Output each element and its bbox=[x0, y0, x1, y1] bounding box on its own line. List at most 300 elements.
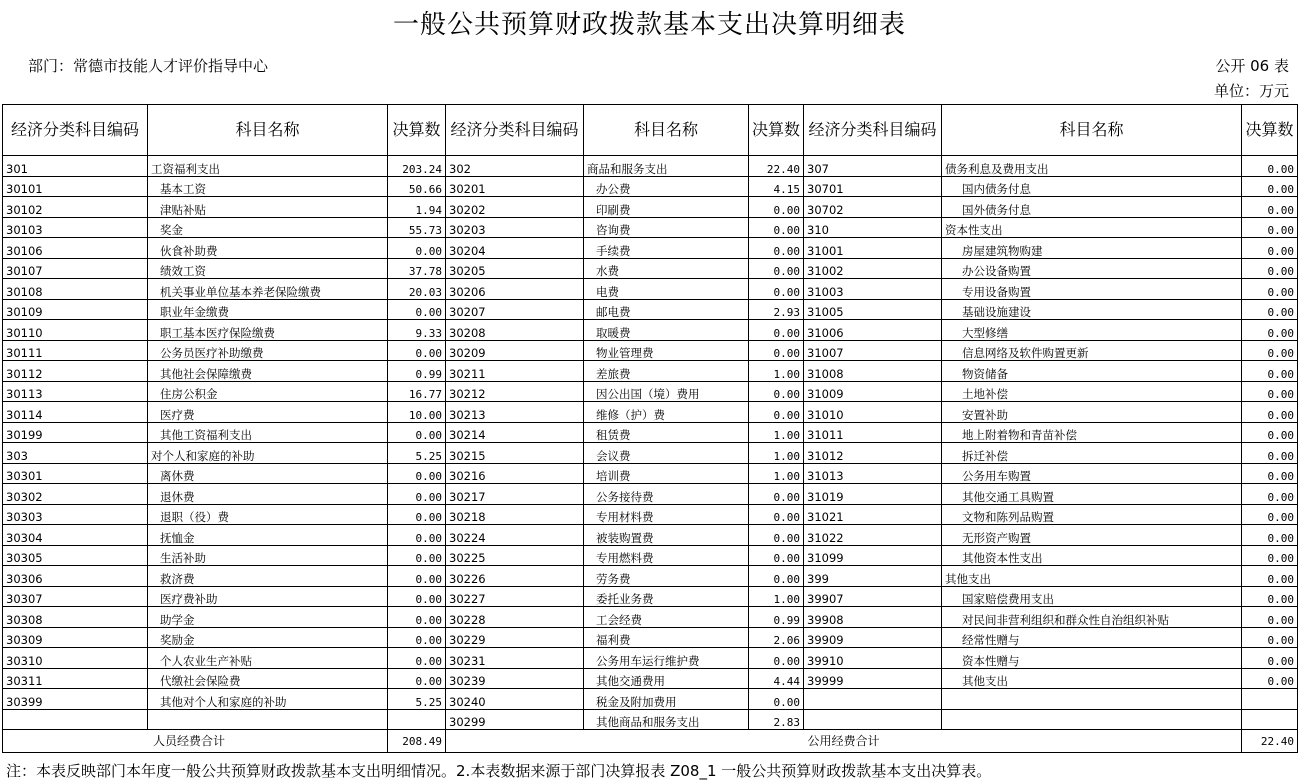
code-cell-1: 303 bbox=[3, 443, 148, 464]
name-cell-2: 印刷费 bbox=[584, 197, 749, 218]
amount-cell-3: 0.00 bbox=[1242, 299, 1298, 320]
amount-cell-1: 0.00 bbox=[388, 668, 446, 689]
amount-cell-2: 0.00 bbox=[749, 648, 804, 669]
amount-cell-1: 0.00 bbox=[388, 648, 446, 669]
name-cell-2: 税金及附加费用 bbox=[584, 689, 749, 710]
header-code-2: 经济分类科目编码 bbox=[446, 105, 584, 156]
code-cell-2: 30201 bbox=[446, 176, 584, 197]
code-cell-1: 30109 bbox=[3, 299, 148, 320]
code-cell-2: 30212 bbox=[446, 381, 584, 402]
amount-cell-2: 0.00 bbox=[749, 484, 804, 505]
code-cell-1: 30113 bbox=[3, 381, 148, 402]
name-cell-1: 公务员医疗补助缴费 bbox=[148, 340, 388, 361]
code-cell-3: 31099 bbox=[804, 545, 942, 566]
name-cell-1: 个人农业生产补贴 bbox=[148, 648, 388, 669]
name-cell-2: 福利费 bbox=[584, 627, 749, 648]
amount-cell-2: 1.00 bbox=[749, 422, 804, 443]
name-cell-3: 安置补助 bbox=[942, 402, 1242, 423]
code-cell-3: 39999 bbox=[804, 668, 942, 689]
code-cell-1: 30111 bbox=[3, 340, 148, 361]
header-amount-2: 决算数 bbox=[749, 105, 804, 156]
unit-label: 单位：万元 bbox=[1213, 82, 1289, 100]
amount-cell-3: 0.00 bbox=[1242, 217, 1298, 238]
name-cell-2: 公务用车运行维护费 bbox=[584, 648, 749, 669]
table-row bbox=[3, 299, 1298, 320]
name-cell-2: 会议费 bbox=[584, 443, 749, 464]
amount-cell-1: 37.78 bbox=[388, 258, 446, 279]
name-cell-1: 医疗费 bbox=[148, 402, 388, 423]
code-cell-1: 30102 bbox=[3, 197, 148, 218]
amount-cell-3: 0.00 bbox=[1242, 566, 1298, 587]
name-cell-3: 地上附着物和青苗补偿 bbox=[942, 422, 1242, 443]
name-cell-1: 其他社会保障缴费 bbox=[148, 361, 388, 382]
code-cell-1: 30304 bbox=[3, 525, 148, 546]
table-row bbox=[3, 402, 1298, 423]
code-cell-2: 30299 bbox=[446, 709, 584, 730]
amount-cell-1: 0.00 bbox=[388, 545, 446, 566]
amount-cell-2: 0.00 bbox=[749, 566, 804, 587]
table-row bbox=[3, 566, 1298, 587]
amount-cell-3: 0.00 bbox=[1242, 381, 1298, 402]
name-cell-3: 无形资产购置 bbox=[942, 525, 1242, 546]
code-cell-1: 30199 bbox=[3, 422, 148, 443]
code-cell-1: 30303 bbox=[3, 504, 148, 525]
amount-cell-1: 0.00 bbox=[388, 463, 446, 484]
code-cell-1: 30106 bbox=[3, 238, 148, 259]
table-row bbox=[3, 668, 1298, 689]
code-cell-1: 30305 bbox=[3, 545, 148, 566]
amount-cell-2: 2.93 bbox=[749, 299, 804, 320]
code-cell-2: 30214 bbox=[446, 422, 584, 443]
name-cell-2: 其他交通费用 bbox=[584, 668, 749, 689]
name-cell-1: 离休费 bbox=[148, 463, 388, 484]
code-cell-3: 31001 bbox=[804, 238, 942, 259]
amount-cell-3: 0.00 bbox=[1242, 627, 1298, 648]
table-row bbox=[3, 648, 1298, 669]
code-cell-3: 31003 bbox=[804, 279, 942, 300]
code-cell-1: 30306 bbox=[3, 566, 148, 587]
table-row bbox=[3, 484, 1298, 505]
table-header-row bbox=[3, 105, 1298, 156]
code-cell-2: 30239 bbox=[446, 668, 584, 689]
amount-cell-3: 0.00 bbox=[1242, 402, 1298, 423]
code-cell-3: 31007 bbox=[804, 340, 942, 361]
code-cell-2: 30213 bbox=[446, 402, 584, 423]
code-cell-1: 30308 bbox=[3, 607, 148, 628]
table-row bbox=[3, 176, 1298, 197]
amount-cell-3: 0.00 bbox=[1242, 422, 1298, 443]
name-cell-2: 委托业务费 bbox=[584, 586, 749, 607]
code-cell-1: 30309 bbox=[3, 627, 148, 648]
code-cell-1: 30399 bbox=[3, 689, 148, 710]
name-cell-3: 房屋建筑物购建 bbox=[942, 238, 1242, 259]
code-cell-2: 30218 bbox=[446, 504, 584, 525]
name-cell-1: 医疗费补助 bbox=[148, 586, 388, 607]
amount-cell-3: 0.00 bbox=[1242, 504, 1298, 525]
code-cell-2: 30202 bbox=[446, 197, 584, 218]
amount-cell-2: 1.00 bbox=[749, 443, 804, 464]
amount-cell-3: 0.00 bbox=[1242, 668, 1298, 689]
name-cell-3: 大型修缮 bbox=[942, 320, 1242, 341]
amount-cell-3: 0.00 bbox=[1242, 545, 1298, 566]
amount-cell-3: 0.00 bbox=[1242, 197, 1298, 218]
name-cell-1: 基本工资 bbox=[148, 176, 388, 197]
amount-cell-3 bbox=[1242, 709, 1298, 730]
code-cell-3: 399 bbox=[804, 566, 942, 587]
table-row bbox=[3, 217, 1298, 238]
code-cell-3: 31012 bbox=[804, 443, 942, 464]
table-row bbox=[3, 463, 1298, 484]
amount-cell-1: 0.00 bbox=[388, 340, 446, 361]
code-cell-2: 30231 bbox=[446, 648, 584, 669]
amount-cell-1: 203.24 bbox=[388, 156, 446, 177]
code-cell-2: 30207 bbox=[446, 299, 584, 320]
amount-cell-2: 0.00 bbox=[749, 258, 804, 279]
name-cell-3: 专用设备购置 bbox=[942, 279, 1242, 300]
amount-cell-1: 0.00 bbox=[388, 238, 446, 259]
code-cell-1: 30302 bbox=[3, 484, 148, 505]
name-cell-1: 抚恤金 bbox=[148, 525, 388, 546]
public-total-value: 22.40 bbox=[1242, 730, 1298, 753]
table-row bbox=[3, 689, 1298, 710]
amount-cell-2: 0.00 bbox=[749, 340, 804, 361]
table-row bbox=[3, 279, 1298, 300]
amount-cell-2: 2.83 bbox=[749, 709, 804, 730]
name-cell-1: 职工基本医疗保险缴费 bbox=[148, 320, 388, 341]
name-cell-2: 培训费 bbox=[584, 463, 749, 484]
header-name-3: 科目名称 bbox=[942, 105, 1242, 156]
code-cell-1 bbox=[3, 709, 148, 730]
page-title: 一般公共预算财政拨款基本支出决算明细表 bbox=[392, 10, 906, 40]
name-cell-1: 工资福利支出 bbox=[148, 156, 388, 177]
amount-cell-2: 1.00 bbox=[749, 361, 804, 382]
name-cell-1: 其他工资福利支出 bbox=[148, 422, 388, 443]
amount-cell-3: 0.00 bbox=[1242, 279, 1298, 300]
name-cell-1: 退休费 bbox=[148, 484, 388, 505]
amount-cell-3: 0.00 bbox=[1242, 320, 1298, 341]
amount-cell-3: 0.00 bbox=[1242, 156, 1298, 177]
name-cell-1: 助学金 bbox=[148, 607, 388, 628]
amount-cell-3: 0.00 bbox=[1242, 648, 1298, 669]
code-cell-3: 31010 bbox=[804, 402, 942, 423]
amount-cell-2: 0.00 bbox=[749, 525, 804, 546]
name-cell-1: 机关事业单位基本养老保险缴费 bbox=[148, 279, 388, 300]
amount-cell-1: 0.00 bbox=[388, 525, 446, 546]
table-row bbox=[3, 258, 1298, 279]
code-cell-3: 31022 bbox=[804, 525, 942, 546]
amount-cell-1: 0.00 bbox=[388, 607, 446, 628]
code-cell-1: 30114 bbox=[3, 402, 148, 423]
code-cell-3: 31005 bbox=[804, 299, 942, 320]
code-cell-2: 30240 bbox=[446, 689, 584, 710]
code-cell-1: 30112 bbox=[3, 361, 148, 382]
name-cell-1: 职业年金缴费 bbox=[148, 299, 388, 320]
amount-cell-3: 0.00 bbox=[1242, 607, 1298, 628]
code-cell-3: 31002 bbox=[804, 258, 942, 279]
code-cell-1: 30110 bbox=[3, 320, 148, 341]
name-cell-3 bbox=[942, 689, 1242, 710]
amount-cell-3: 0.00 bbox=[1242, 238, 1298, 259]
name-cell-2: 劳务费 bbox=[584, 566, 749, 587]
code-cell-2: 30203 bbox=[446, 217, 584, 238]
code-cell-3: 30702 bbox=[804, 197, 942, 218]
public-number: 公开 06 表 bbox=[1215, 57, 1289, 75]
name-cell-3: 基础设施建设 bbox=[942, 299, 1242, 320]
name-cell-3 bbox=[942, 709, 1242, 730]
code-cell-2: 30208 bbox=[446, 320, 584, 341]
name-cell-2: 维修（护）费 bbox=[584, 402, 749, 423]
amount-cell-1: 0.00 bbox=[388, 586, 446, 607]
code-cell-2: 30215 bbox=[446, 443, 584, 464]
amount-cell-1: 10.00 bbox=[388, 402, 446, 423]
amount-cell-1: 0.00 bbox=[388, 422, 446, 443]
name-cell-2: 其他商品和服务支出 bbox=[584, 709, 749, 730]
amount-cell-3: 0.00 bbox=[1242, 176, 1298, 197]
amount-cell-1: 55.73 bbox=[388, 217, 446, 238]
amount-cell-1: 16.77 bbox=[388, 381, 446, 402]
name-cell-2: 因公出国（境）费用 bbox=[584, 381, 749, 402]
name-cell-2: 办公费 bbox=[584, 176, 749, 197]
name-cell-2: 电费 bbox=[584, 279, 749, 300]
code-cell-2: 30209 bbox=[446, 340, 584, 361]
code-cell-3: 39908 bbox=[804, 607, 942, 628]
department-label: 部门：常德市技能人才评价指导中心 bbox=[28, 57, 269, 75]
code-cell-2: 30229 bbox=[446, 627, 584, 648]
name-cell-1: 其他对个人和家庭的补助 bbox=[148, 689, 388, 710]
amount-cell-1 bbox=[388, 709, 446, 730]
amount-cell-2: 0.99 bbox=[749, 607, 804, 628]
amount-cell-2: 0.00 bbox=[749, 402, 804, 423]
table-row bbox=[3, 607, 1298, 628]
table-row bbox=[3, 381, 1298, 402]
amount-cell-3: 0.00 bbox=[1242, 463, 1298, 484]
name-cell-2: 专用燃料费 bbox=[584, 545, 749, 566]
code-cell-3: 31019 bbox=[804, 484, 942, 505]
name-cell-3: 其他支出 bbox=[942, 566, 1242, 587]
code-cell-2: 30226 bbox=[446, 566, 584, 587]
table-row bbox=[3, 156, 1298, 177]
name-cell-3: 土地补偿 bbox=[942, 381, 1242, 402]
header-name-2: 科目名称 bbox=[584, 105, 749, 156]
name-cell-2: 差旅费 bbox=[584, 361, 749, 382]
amount-cell-1: 0.00 bbox=[388, 299, 446, 320]
table-row bbox=[3, 525, 1298, 546]
table-row bbox=[3, 545, 1298, 566]
name-cell-3: 办公设备购置 bbox=[942, 258, 1242, 279]
name-cell-3: 国内债务付息 bbox=[942, 176, 1242, 197]
code-cell-2: 30217 bbox=[446, 484, 584, 505]
name-cell-1: 奖励金 bbox=[148, 627, 388, 648]
amount-cell-1: 0.00 bbox=[388, 504, 446, 525]
name-cell-1: 住房公积金 bbox=[148, 381, 388, 402]
amount-cell-3: 0.00 bbox=[1242, 340, 1298, 361]
amount-cell-1: 9.33 bbox=[388, 320, 446, 341]
name-cell-1 bbox=[148, 709, 388, 730]
name-cell-2: 租赁费 bbox=[584, 422, 749, 443]
header-code-1: 经济分类科目编码 bbox=[3, 105, 148, 156]
code-cell-3: 31009 bbox=[804, 381, 942, 402]
amount-cell-2: 0.00 bbox=[749, 381, 804, 402]
name-cell-2: 邮电费 bbox=[584, 299, 749, 320]
code-cell-3: 39910 bbox=[804, 648, 942, 669]
table-row bbox=[3, 197, 1298, 218]
public-total-label: 公用经费合计 bbox=[446, 730, 1242, 753]
name-cell-3: 信息网络及软件购置更新 bbox=[942, 340, 1242, 361]
name-cell-2: 被装购置费 bbox=[584, 525, 749, 546]
name-cell-2: 物业管理费 bbox=[584, 340, 749, 361]
amount-cell-2: 1.00 bbox=[749, 463, 804, 484]
code-cell-3: 39907 bbox=[804, 586, 942, 607]
code-cell-2: 30224 bbox=[446, 525, 584, 546]
code-cell-3 bbox=[804, 689, 942, 710]
code-cell-1: 30107 bbox=[3, 258, 148, 279]
amount-cell-3: 0.00 bbox=[1242, 586, 1298, 607]
code-cell-1: 301 bbox=[3, 156, 148, 177]
amount-cell-2: 0.00 bbox=[749, 504, 804, 525]
code-cell-1: 30307 bbox=[3, 586, 148, 607]
amount-cell-1: 0.00 bbox=[388, 484, 446, 505]
name-cell-3: 其他支出 bbox=[942, 668, 1242, 689]
amount-cell-3: 0.00 bbox=[1242, 525, 1298, 546]
name-cell-3: 国家赔偿费用支出 bbox=[942, 586, 1242, 607]
code-cell-2: 302 bbox=[446, 156, 584, 177]
name-cell-1: 救济费 bbox=[148, 566, 388, 587]
amount-cell-2: 0.00 bbox=[749, 689, 804, 710]
name-cell-2: 水费 bbox=[584, 258, 749, 279]
code-cell-1: 30311 bbox=[3, 668, 148, 689]
table-row bbox=[3, 709, 1298, 730]
table-row bbox=[3, 504, 1298, 525]
expenditure-table bbox=[2, 104, 1298, 753]
table-row bbox=[3, 443, 1298, 464]
name-cell-3: 债务利息及费用支出 bbox=[942, 156, 1242, 177]
amount-cell-2: 0.00 bbox=[749, 217, 804, 238]
code-cell-2: 30227 bbox=[446, 586, 584, 607]
amount-cell-1: 0.99 bbox=[388, 361, 446, 382]
table-row bbox=[3, 340, 1298, 361]
amount-cell-1: 0.00 bbox=[388, 566, 446, 587]
code-cell-3: 307 bbox=[804, 156, 942, 177]
amount-cell-2: 0.00 bbox=[749, 238, 804, 259]
amount-cell-1: 5.25 bbox=[388, 689, 446, 710]
name-cell-2: 商品和服务支出 bbox=[584, 156, 749, 177]
name-cell-2: 公务接待费 bbox=[584, 484, 749, 505]
amount-cell-2: 0.00 bbox=[749, 545, 804, 566]
code-cell-3: 30701 bbox=[804, 176, 942, 197]
name-cell-1: 生活补助 bbox=[148, 545, 388, 566]
code-cell-2: 30206 bbox=[446, 279, 584, 300]
amount-cell-1: 50.66 bbox=[388, 176, 446, 197]
code-cell-2: 30204 bbox=[446, 238, 584, 259]
code-cell-3: 31013 bbox=[804, 463, 942, 484]
amount-cell-3: 0.00 bbox=[1242, 361, 1298, 382]
code-cell-3: 39909 bbox=[804, 627, 942, 648]
table-row bbox=[3, 422, 1298, 443]
code-cell-1: 30108 bbox=[3, 279, 148, 300]
amount-cell-1: 0.00 bbox=[388, 627, 446, 648]
code-cell-3: 31006 bbox=[804, 320, 942, 341]
name-cell-3: 文物和陈列品购置 bbox=[942, 504, 1242, 525]
code-cell-1: 30101 bbox=[3, 176, 148, 197]
amount-cell-3: 0.00 bbox=[1242, 443, 1298, 464]
name-cell-3: 拆迁补偿 bbox=[942, 443, 1242, 464]
name-cell-1: 退职（役）费 bbox=[148, 504, 388, 525]
amount-cell-3 bbox=[1242, 689, 1298, 710]
amount-cell-2: 2.06 bbox=[749, 627, 804, 648]
code-cell-2: 30228 bbox=[446, 607, 584, 628]
name-cell-3: 其他交通工具购置 bbox=[942, 484, 1242, 505]
name-cell-1: 奖金 bbox=[148, 217, 388, 238]
name-cell-1: 绩效工资 bbox=[148, 258, 388, 279]
name-cell-1: 对个人和家庭的补助 bbox=[148, 443, 388, 464]
amount-cell-2: 22.40 bbox=[749, 156, 804, 177]
code-cell-2: 30205 bbox=[446, 258, 584, 279]
name-cell-2: 专用材料费 bbox=[584, 504, 749, 525]
header-amount-3: 决算数 bbox=[1242, 105, 1298, 156]
code-cell-1: 30310 bbox=[3, 648, 148, 669]
code-cell-1: 30103 bbox=[3, 217, 148, 238]
name-cell-3: 资本性赠与 bbox=[942, 648, 1242, 669]
name-cell-3: 其他资本性支出 bbox=[942, 545, 1242, 566]
table-row bbox=[3, 320, 1298, 341]
name-cell-3: 资本性支出 bbox=[942, 217, 1242, 238]
code-cell-3 bbox=[804, 709, 942, 730]
table-row bbox=[3, 627, 1298, 648]
code-cell-3: 31008 bbox=[804, 361, 942, 382]
table-row bbox=[3, 361, 1298, 382]
amount-cell-2: 0.00 bbox=[749, 279, 804, 300]
amount-cell-2: 4.44 bbox=[749, 668, 804, 689]
header-amount-1: 决算数 bbox=[388, 105, 446, 156]
name-cell-2: 取暖费 bbox=[584, 320, 749, 341]
personnel-total-value: 208.49 bbox=[388, 730, 446, 753]
amount-cell-2: 0.00 bbox=[749, 197, 804, 218]
name-cell-1: 津贴补贴 bbox=[148, 197, 388, 218]
code-cell-3: 31021 bbox=[804, 504, 942, 525]
table-row bbox=[3, 238, 1298, 259]
personnel-total-label: 人员经费合计 bbox=[3, 730, 388, 753]
name-cell-3: 公务用车购置 bbox=[942, 463, 1242, 484]
name-cell-1: 代缴社会保险费 bbox=[148, 668, 388, 689]
header-code-3: 经济分类科目编码 bbox=[804, 105, 942, 156]
name-cell-3: 对民间非营利组织和群众性自治组织补贴 bbox=[942, 607, 1242, 628]
name-cell-2: 工会经费 bbox=[584, 607, 749, 628]
code-cell-1: 30301 bbox=[3, 463, 148, 484]
amount-cell-3: 0.00 bbox=[1242, 484, 1298, 505]
code-cell-3: 310 bbox=[804, 217, 942, 238]
header-name-1: 科目名称 bbox=[148, 105, 388, 156]
name-cell-3: 国外债务付息 bbox=[942, 197, 1242, 218]
amount-cell-3: 0.00 bbox=[1242, 258, 1298, 279]
amount-cell-2: 0.00 bbox=[749, 320, 804, 341]
table-row bbox=[3, 586, 1298, 607]
amount-cell-1: 5.25 bbox=[388, 443, 446, 464]
name-cell-3: 经常性赠与 bbox=[942, 627, 1242, 648]
code-cell-3: 31011 bbox=[804, 422, 942, 443]
amount-cell-1: 20.03 bbox=[388, 279, 446, 300]
code-cell-2: 30216 bbox=[446, 463, 584, 484]
totals-row bbox=[3, 730, 1298, 753]
code-cell-2: 30225 bbox=[446, 545, 584, 566]
name-cell-1: 伙食补助费 bbox=[148, 238, 388, 259]
amount-cell-1: 1.94 bbox=[388, 197, 446, 218]
footnote: 注：本表反映部门本年度一般公共预算财政拨款基本支出明细情况。2.本表数据来源于部门决算报表 Z08_1 一般公共预算财政拨款基本支出决算表。 bbox=[6, 762, 992, 780]
name-cell-2: 咨询费 bbox=[584, 217, 749, 238]
amount-cell-2: 1.00 bbox=[749, 586, 804, 607]
amount-cell-2: 4.15 bbox=[749, 176, 804, 197]
name-cell-2: 手续费 bbox=[584, 238, 749, 259]
name-cell-3: 物资储备 bbox=[942, 361, 1242, 382]
